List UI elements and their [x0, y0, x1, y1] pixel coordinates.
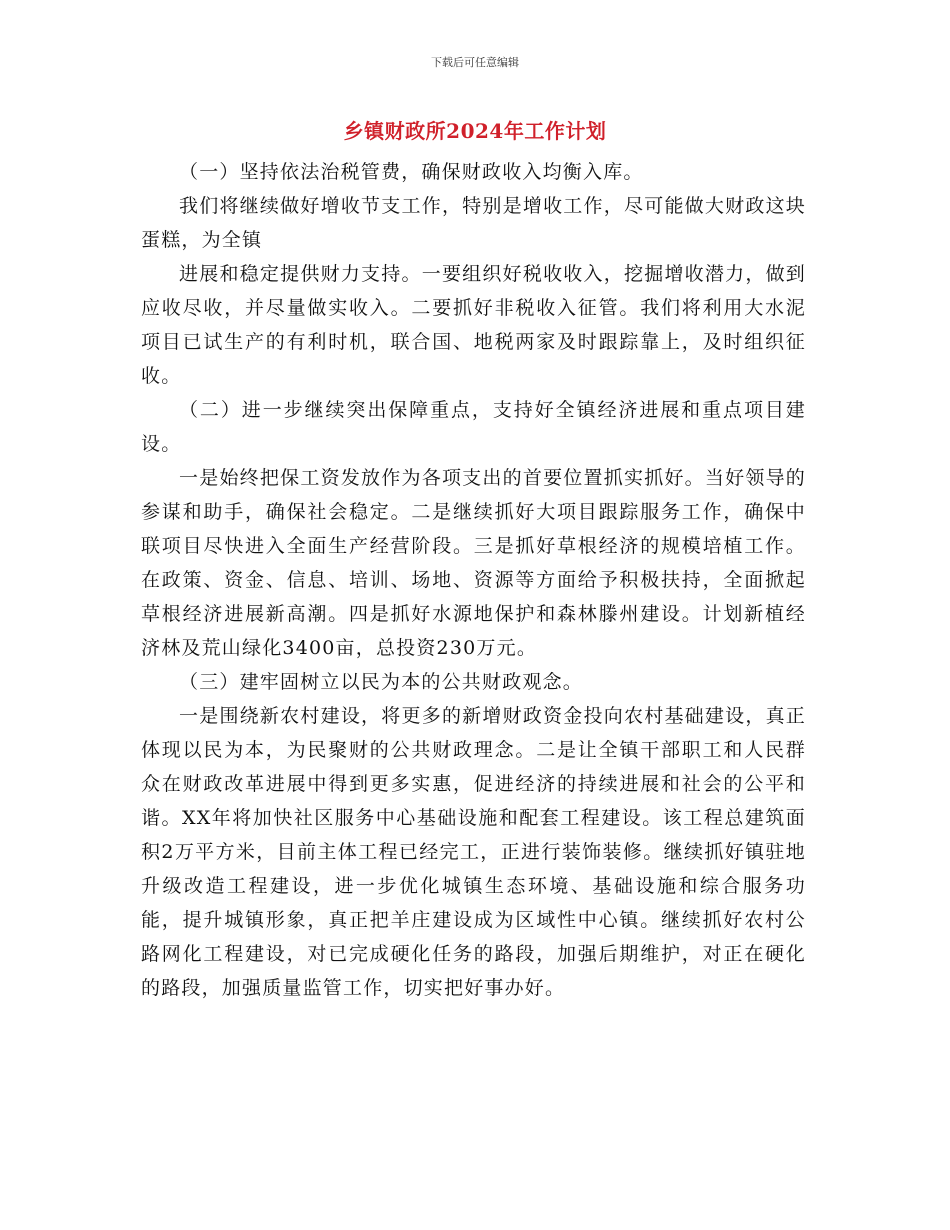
document-body [141, 155, 806, 1005]
paragraph: 我们将继续做好增收节支工作，特别是增收工作，尽可能做大财政这块蛋糕，为全镇 [141, 195, 806, 251]
document-title: 乡镇财政所2024年工作计划 [343, 119, 607, 143]
section-heading-2: （二）进一步继续突出保障重点，支持好全镇经济进展和重点项目建设。 [141, 399, 806, 455]
section-heading-3: （三）建牢固树立以民为本的公共财政观念。 [179, 671, 584, 693]
paragraph: 进展和稳定提供财力支持。一要组织好税收收入，挖掘增收潜力，做到应收尽收，并尽量做实收入。二要抓好非税收入征管。我们将利用大水泥项目已试生产的有利时机，联合国、地税两家及时跟踪靠上，及时组织征收。 [141, 263, 806, 387]
section-heading-1: （一）坚持依法治税管费，确保财政收入均衡入库。 [179, 161, 644, 183]
paragraph: 一是围绕新农村建设，将更多的新增财政资金投向农村基础建设，真正体现以民为本，为民聚财的公共财政理念。二是让全镇干部职工和人民群众在财政改革进展中得到更多实惠，促进经济的持续进展和社会的公平和谐。XX年将加快社区服务中心基础设施和配套工程建设。该工程总建筑面积2万平方米，目前主体工程已经完工，正进行装饰装修。继续抓好镇驻地升级改造工程建设，进一步优化城镇生态环境、基础设施和综合服务功能，提升城镇形象，真正把羊庄建设成为区域性中心镇。继续抓好农村公路网化工程建设，对已完成硬化任务的路段，加强后期维护，对正在硬化的路段，加强质量监管工作，切实把好事办好。 [141, 705, 806, 999]
header-note: 下载后可任意编辑 [431, 56, 519, 69]
paragraph: 一是始终把保工资发放作为各项支出的首要位置抓实抓好。当好领导的参谋和助手，确保社会稳定。二是继续抓好大项目跟踪服务工作，确保中联项目尽快进入全面生产经营阶段。三是抓好草根经济的规模培植工作。在政策、资金、信息、培训、场地、资源等方面给予积极扶持，全面掀起草根经济进展新高潮。四是抓好水源地保护和森林滕州建设。计划新植经济林及荒山绿化3400亩，总投资230万元。 [141, 467, 806, 659]
